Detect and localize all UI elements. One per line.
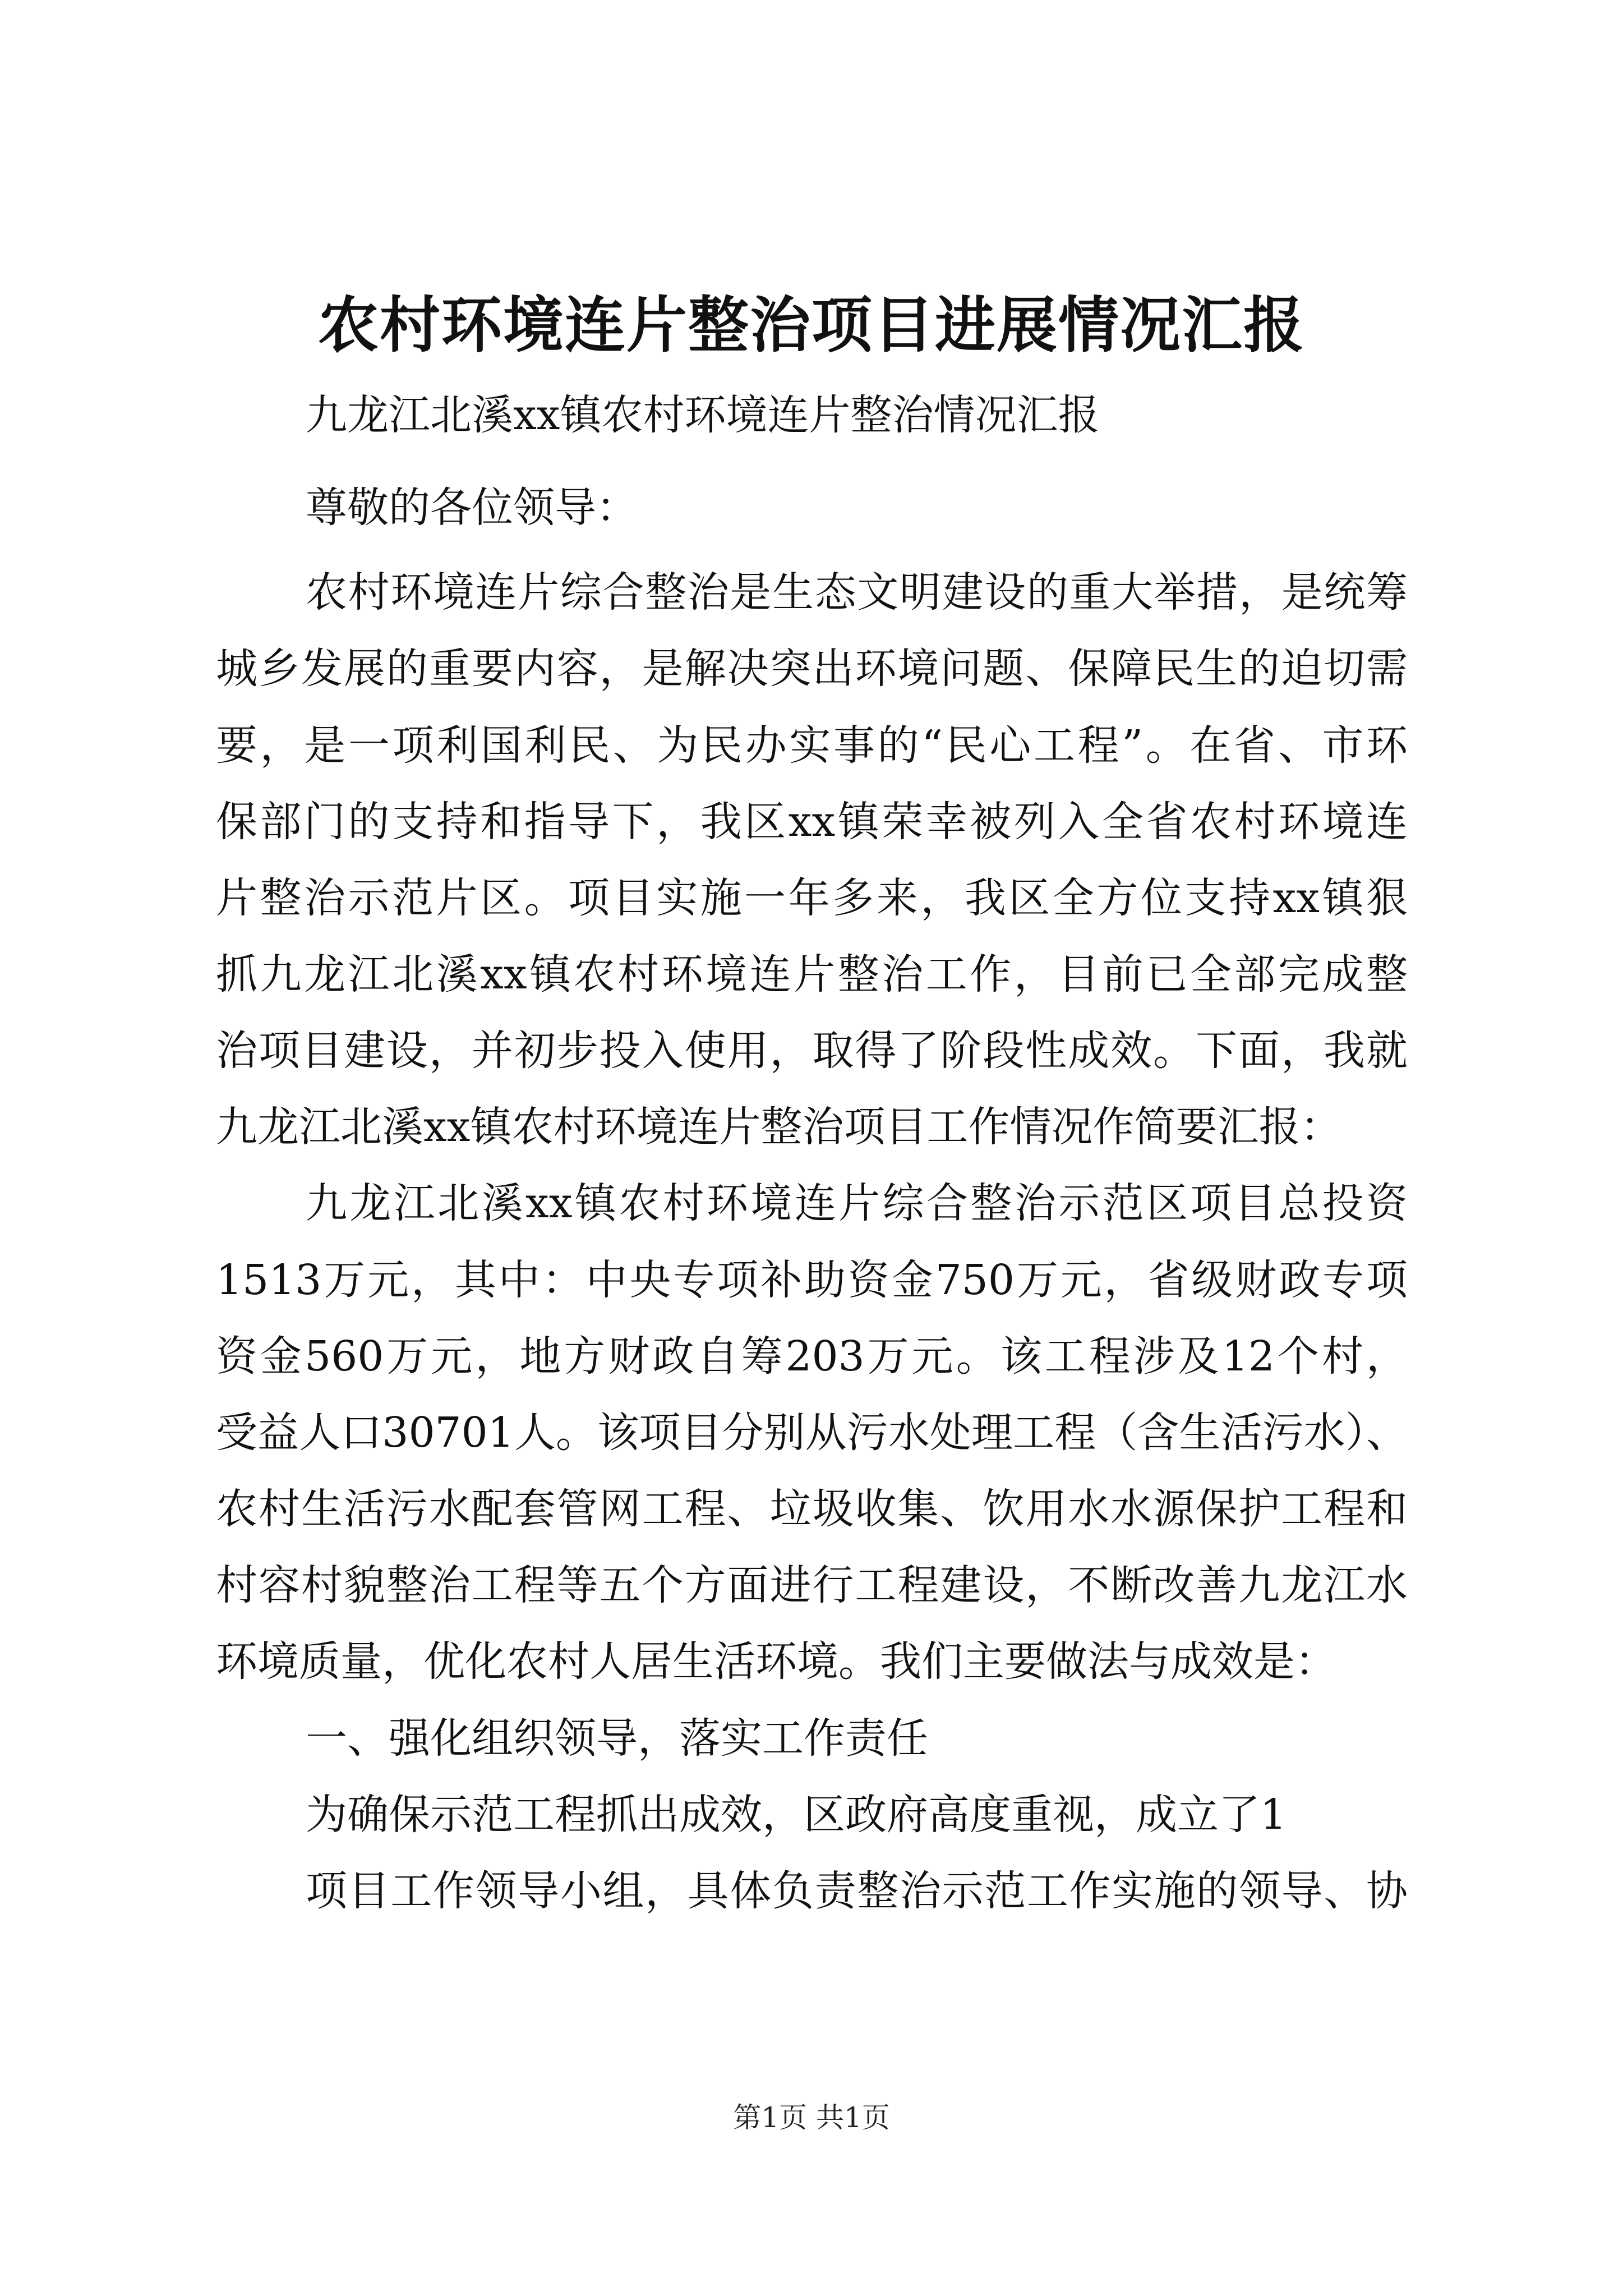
body-line: 治项目建设，并初步投入使用，取得了阶段性成效。下面，我就 <box>216 1027 1408 1075</box>
body-line: 城乡发展的重要内容，是解决突出环境问题、保障民生的迫切需 <box>216 645 1408 693</box>
section-heading: 一、强化组织领导，落实工作责任 <box>306 1714 928 1763</box>
body-line: 为确保示范工程抓出成效，区政府高度重视，成立了1 <box>306 1791 1287 1839</box>
body-line: 环境质量，优化农村人居生活环境。我们主要做法与成效是： <box>216 1637 1336 1686</box>
body-line: 资金560万元，地方财政自筹203万元。该工程涉及12个村， <box>216 1332 1408 1381</box>
body-line: 九龙江北溪xx镇农村环境连片综合整治示范区项目总投资 <box>306 1179 1408 1227</box>
body-line: 受益人口30701人。该项目分别从污水处理工程（含生活污水）、 <box>216 1409 1408 1457</box>
body-line: 村容村貌整治工程等五个方面进行工程建设，不断改善九龙江水 <box>216 1561 1408 1609</box>
document-title: 农村环境连片整治项目进展情况汇报 <box>317 290 1305 361</box>
body-line: 农村环境连片综合整治是生态文明建设的重大举措，是统筹 <box>306 568 1408 616</box>
salutation-line: 尊敬的各位领导： <box>306 484 638 532</box>
body-line: 片整治示范片区。项目实施一年多来，我区全方位支持xx镇狠 <box>216 874 1408 922</box>
body-line: 保部门的支持和指导下，我区xx镇荣幸被列入全省农村环境连 <box>216 798 1408 846</box>
body-line: 九龙江北溪xx镇农村环境连片整治项目工作情况作简要汇报： <box>216 1103 1342 1151</box>
body-line: 抓九龙江北溪xx镇农村环境连片整治工作，目前已全部完成整 <box>216 950 1408 999</box>
body-line: 农村生活污水配套管网工程、垃圾收集、饮用水水源保护工程和 <box>216 1485 1408 1533</box>
body-line: 1513万元，其中：中央专项补助资金750万元，省级财政专项 <box>216 1256 1408 1304</box>
subtitle-line: 九龙江北溪xx镇农村环境连片整治情况汇报 <box>306 391 1100 439</box>
page-footer: 第1页 共1页 <box>733 2101 890 2134</box>
body-line: 要，是一项利国利民、为民办实事的“民心工程”。在省、市环 <box>216 721 1408 770</box>
body-line: 项目工作领导小组，具体负责整治示范工作实施的领导、协 <box>306 1867 1408 1915</box>
